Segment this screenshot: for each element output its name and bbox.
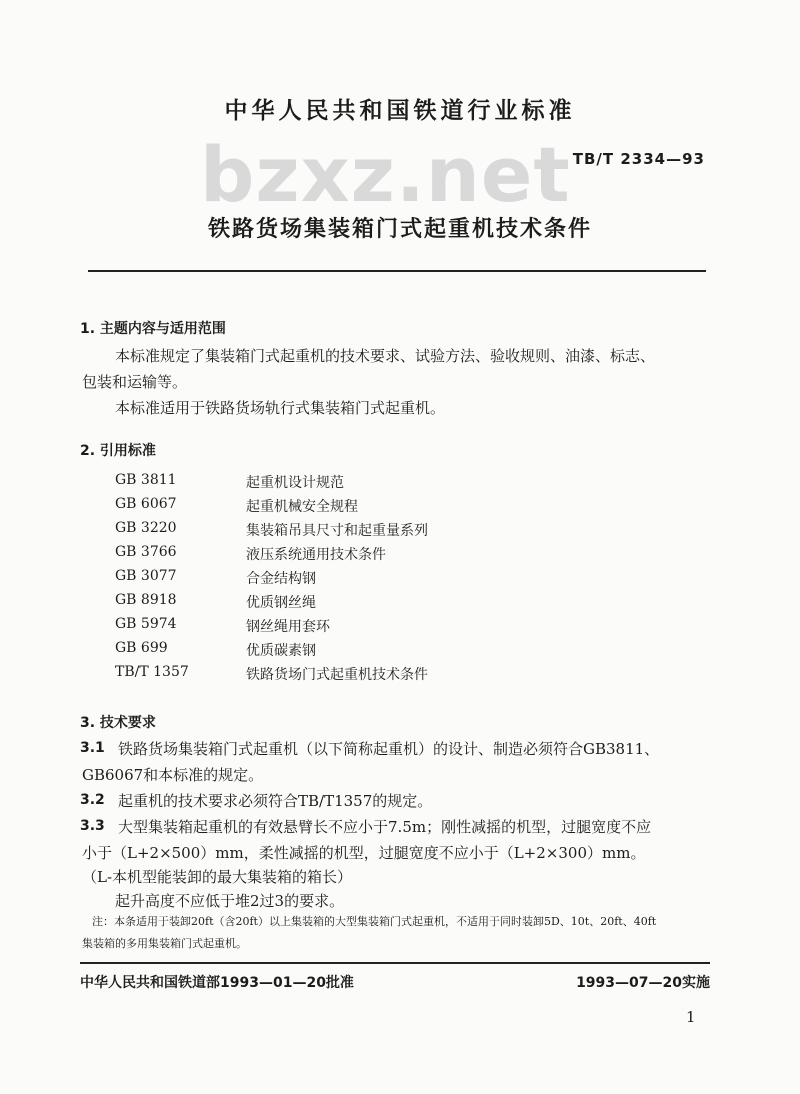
reference-code: GB 3220 (115, 520, 177, 536)
reference-name: 液压系统通用技术条件 (246, 547, 386, 563)
note-line-1: 注：本条适用于装卸20ft（含20ft）以上集装箱的大型集装箱门式起重机，不适用于同时装卸5D、10t、20ft、40ft (92, 915, 657, 928)
clause-3-3-line-3: （L-本机型能装卸的最大集装箱的箱长） (82, 868, 353, 886)
approval-date: 中华人民共和国铁道部1993—01—20批准 (80, 975, 354, 991)
clause-3-1-line-2: GB6067和本标准的规定。 (82, 766, 264, 784)
reference-name: 优质碳素钢 (246, 643, 316, 659)
clause-3-2-number: 3.2 (80, 792, 105, 808)
reference-code: GB 8918 (115, 592, 177, 608)
section-1-paragraph-1-line-2: 包装和运输等。 (82, 373, 188, 391)
reference-name: 集装箱吊具尺寸和起重量系列 (246, 523, 428, 539)
title-rule (88, 270, 706, 272)
document-title: 铁路货场集装箱门式起重机技术条件 (207, 217, 592, 242)
reference-name: 合金结构钢 (246, 571, 316, 587)
clause-3-2-text: 起重机的技术要求必须符合TB/T1357的规定。 (118, 792, 433, 810)
reference-code: GB 6067 (115, 496, 177, 512)
clause-3-3-number: 3.3 (80, 818, 105, 834)
note-line-2: 集装箱的多用集装箱门式起重机。 (82, 937, 247, 950)
section-1-paragraph-1-line-1: 本标准规定了集装箱门式起重机的技术要求、试验方法、验收规则、油漆、标志、 (115, 347, 656, 365)
section-1-heading: 1. 主题内容与适用范围 (80, 321, 226, 337)
clause-3-3-line-1: 大型集装箱起重机的有效悬臂长不应小于7.5m；刚性减摇的机型，过腿宽度不应 (118, 818, 652, 836)
page-number: 1 (686, 1008, 696, 1026)
section-1-paragraph-2: 本标准适用于铁路货场轨行式集装箱门式起重机。 (115, 399, 446, 417)
reference-name: 优质钢丝绳 (246, 595, 316, 611)
clause-3-3-line-2: 小于（L+2×500）mm，柔性减摇的机型，过腿宽度不应小于（L+2×300）mm。 (82, 844, 646, 862)
reference-code: GB 3811 (115, 472, 177, 488)
reference-name: 起重机设计规范 (246, 475, 344, 491)
reference-code: GB 699 (115, 640, 168, 656)
clause-3-3-line-4: 起升高度不应低于堆2过3的要求。 (115, 892, 345, 910)
clause-3-1-number: 3.1 (80, 740, 105, 756)
reference-name: 铁路货场门式起重机技术条件 (246, 667, 428, 683)
clause-3-1-line-1: 铁路货场集装箱门式起重机（以下简称起重机）的设计、制造必须符合GB3811、 (118, 740, 660, 758)
standard-header: 中华人民共和国铁道行业标准 (224, 98, 576, 124)
reference-name: 钢丝绳用套环 (246, 619, 330, 635)
reference-code: GB 5974 (115, 616, 177, 632)
reference-name: 起重机械安全规程 (246, 499, 358, 515)
reference-code: GB 3077 (115, 568, 177, 584)
watermark: bzxz.net (200, 130, 571, 219)
footer-rule (80, 962, 710, 964)
standard-code: TB/T 2334—93 (572, 150, 705, 168)
implementation-date: 1993—07—20实施 (576, 975, 710, 991)
section-2-heading: 2. 引用标准 (80, 443, 156, 459)
reference-code: GB 3766 (115, 544, 177, 560)
reference-code: TB/T 1357 (115, 664, 189, 680)
section-3-heading: 3. 技术要求 (80, 715, 156, 731)
